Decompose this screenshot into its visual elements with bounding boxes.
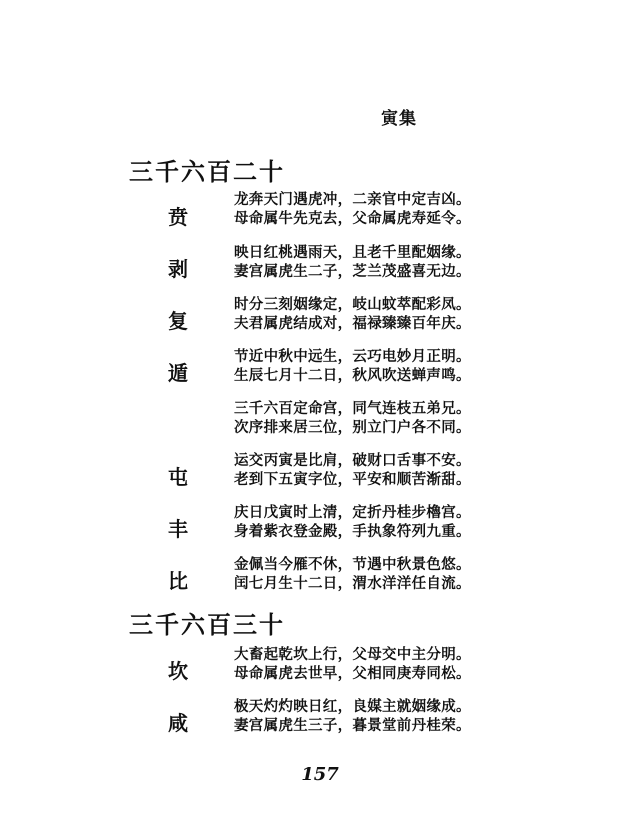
hexagram-label: 剥	[168, 257, 188, 281]
verse-line: 夫君属虎结成对，福禄臻臻百年庆。	[234, 315, 471, 332]
verse-line: 妻宫属虎生三子，暮景堂前丹桂荣。	[234, 717, 471, 734]
hexagram-label: 贲	[168, 205, 188, 229]
hexagram-label: 坎	[168, 659, 188, 683]
verse-block	[234, 697, 471, 735]
verse-line: 身着紫衣登金殿，手执象符列九重。	[234, 523, 471, 540]
verse-line: 母命属牛先克去，父命属虎寿延令。	[234, 210, 471, 227]
running-header-title: 寅集	[381, 109, 417, 129]
verse-line: 极天灼灼映日红，良媒主就姻缘成。	[234, 698, 471, 715]
verse-block	[234, 347, 471, 385]
verse-block	[234, 451, 471, 489]
verse-line: 运交丙寅是比肩，破财口舌事不安。	[234, 452, 471, 469]
verse-block	[234, 503, 471, 541]
verse-line: 闰七月生十二日，渭水洋洋任自流。	[234, 575, 471, 592]
page-number: 157	[301, 764, 339, 785]
section-heading-3620: 三千六百二十	[129, 157, 285, 186]
verse-line: 时分三刻姻缘定，岐山蚊萃配彩凤。	[234, 296, 471, 313]
verse-line: 生辰七月十二日，秋风吹送蝉声鸣。	[234, 367, 471, 384]
verse-line: 大畜起乾坎上行，父母交中主分明。	[234, 646, 471, 663]
hexagram-label: 遁	[168, 361, 188, 385]
verse-block	[234, 399, 471, 437]
verse-block	[234, 190, 471, 228]
verse-line: 三千六百定命宫，同气连枝五弟兄。	[234, 400, 471, 417]
verse-line: 母命属虎去世早，父相同庚寿同松。	[234, 665, 471, 682]
verse-line: 次序排来居三位，别立门户各不同。	[234, 419, 471, 436]
verse-block	[234, 243, 471, 281]
verse-line: 老到下五寅字位，平安和顺苦渐甜。	[234, 471, 471, 488]
verse-line: 节近中秋中远生，云巧电妙月正明。	[234, 348, 471, 365]
section-heading-3630: 三千六百三十	[129, 610, 285, 639]
verse-line: 庆日戊寅时上清，定折丹桂步櫓宫。	[234, 504, 471, 521]
verse-block	[234, 645, 471, 683]
hexagram-label: 屯	[168, 465, 188, 489]
verse-line: 妻宫属虎生二子，芝兰茂盛喜无边。	[234, 263, 471, 280]
hexagram-label: 咸	[168, 711, 188, 735]
hexagram-label: 丰	[168, 517, 188, 541]
verse-line: 映日红桃遇雨天，且老千里配姻缘。	[234, 244, 471, 261]
verse-block	[234, 555, 471, 593]
verse-block	[234, 295, 471, 333]
hexagram-label: 复	[168, 309, 188, 333]
hexagram-label: 比	[168, 569, 188, 593]
verse-line: 金佩当今雁不休，节遇中秋景色悠。	[234, 556, 471, 573]
verse-line: 龙奔天门遇虎冲，二亲官中定吉凶。	[234, 191, 471, 208]
